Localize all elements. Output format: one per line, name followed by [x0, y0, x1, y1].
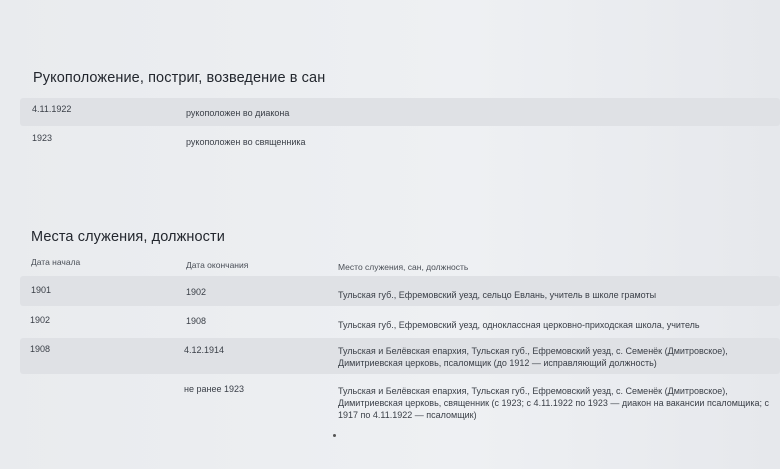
table-row — [20, 276, 780, 306]
ordination-date: 4.11.1922 — [32, 104, 72, 114]
service-place: Тульская губ., Ефремовский уезд, одноклассная церковно-приходская школа, учитель — [338, 320, 700, 330]
service-place: Тульская и Белёвская епархия, Тульская губ., Ефремовский уезд, с. Семенёк (Дмитровское), Димитриевская церковь, священник (с 1923; с 4.11.1922 по 1923 — диакон на вакансии псаломщика; с 1917 по 4.11.1922 — псаломщик) — [338, 386, 769, 420]
service-place: Тульская и Белёвская епархия, Тульская губ., Ефремовский уезд, с. Семенёк (Дмитровское), Димитриевская церковь, псаломщик (до 1912 — исправляющий должность) — [338, 346, 728, 368]
header-place: Место служения, сан, должность — [338, 262, 469, 272]
ordination-section-title: Рукоположение, постриг, возведение в сан — [33, 70, 326, 86]
header-end-date: Дата окончания — [186, 260, 249, 270]
service-section-title: Места служения, должности — [31, 229, 225, 245]
service-start-date: 1902 — [30, 315, 51, 325]
service-end-date: 1908 — [186, 316, 207, 326]
service-start-date: 1908 — [30, 344, 51, 354]
ordination-event: рукоположен во священника — [186, 137, 306, 147]
table-row — [20, 378, 780, 428]
ordination-event: рукоположен во диакона — [186, 108, 290, 118]
ordination-date: 1923 — [32, 133, 53, 143]
service-end-date: 4.12.1914 — [184, 345, 225, 355]
table-row — [20, 307, 780, 337]
cursor-dot — [333, 434, 336, 437]
service-end-date: 1902 — [186, 287, 207, 297]
table-row — [20, 127, 780, 153]
table-row — [20, 98, 780, 126]
table-row — [20, 338, 780, 374]
header-start-date: Дата начала — [31, 257, 81, 267]
service-place: Тульская губ., Ефремовский уезд, сельцо Евлань, учитель в школе грамоты — [338, 290, 657, 300]
service-start-date: 1901 — [31, 285, 52, 295]
service-end-date: не ранее 1923 — [184, 384, 244, 394]
